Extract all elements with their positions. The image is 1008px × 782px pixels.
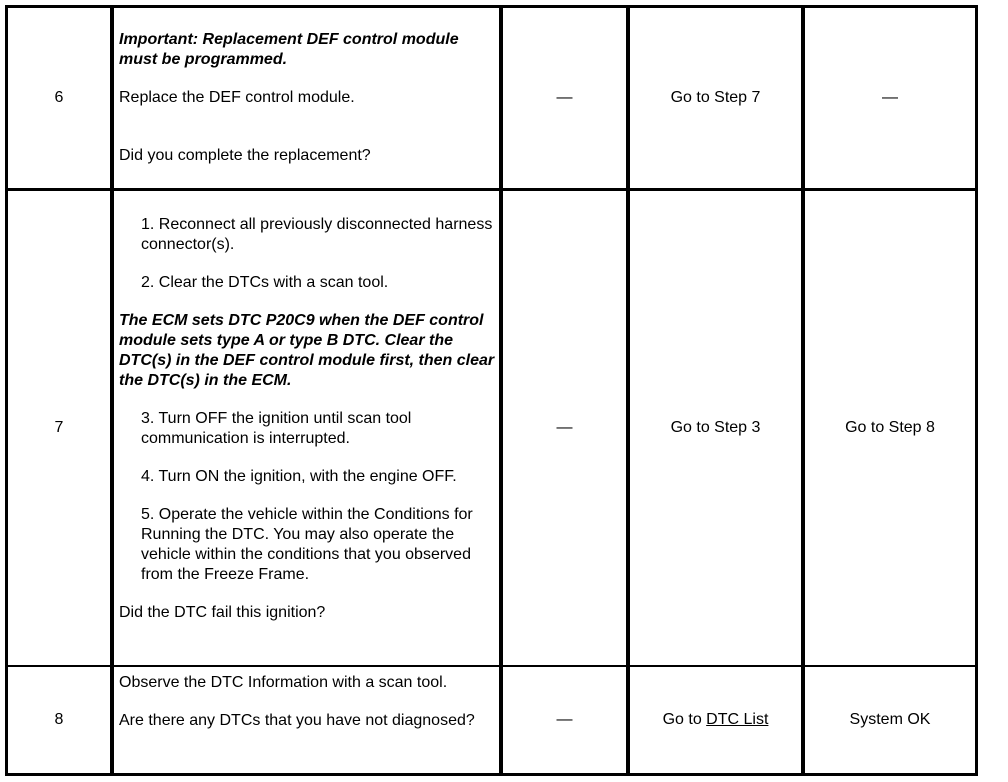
value-cell-6: — [556,89,573,106]
list-item-4: 4. Turn ON the ignition, with the engine OFF. [141,468,457,485]
row-border-bottom [5,773,978,776]
action-text: Replace the DEF control module. [119,89,355,106]
ecm-note: The ECM sets DTC P20C9 when the DEF control module sets type A or type B DTC. Clear the DTC(s) in the DEF control module first, then clear the DTC(s) in the ECM. [119,312,495,389]
important-note: Important: Replacement DEF control module must be programmed. [119,31,459,68]
yes-cell-7: Go to Step 3 [670,419,761,436]
step-number-7: 7 [54,419,64,436]
step-number-6: 6 [54,89,64,106]
question-text: Are there any DTCs that you have not diagnosed? [119,712,475,729]
question-text: Did you complete the replacement? [119,147,371,164]
list-item-2: 2. Clear the DTCs with a scan tool. [141,274,389,291]
yes-cell-6: Go to Step 7 [670,89,761,106]
action-text: Observe the DTC Information with a scan tool. [119,674,448,691]
col-border-right [975,5,978,776]
yes-prefix: Go to [662,711,707,728]
list-item-5: 5. Operate the vehicle within the Conditions for Running the DTC. You may also operate the vehicle within the conditions that you observed from the Freeze Frame. [141,506,473,583]
list-item-3: 3. Turn OFF the ignition until scan tool communication is interrupted. [141,410,412,447]
value-cell-7: — [556,419,573,436]
no-cell-6: — [882,89,898,106]
no-cell-8: System OK [849,711,931,728]
no-cell-7: Go to Step 8 [845,419,935,436]
dtc-list-link[interactable]: DTC List [706,711,769,728]
list-item-1: 1. Reconnect all previously disconnected harness connector(s). [141,216,493,253]
question-text: Did the DTC fail this ignition? [119,604,326,621]
yes-cell-8 [630,667,801,773]
col-border-1 [110,5,114,776]
action-cell-step-7 [119,215,495,623]
action-cell-step-8 [119,673,495,731]
value-cell-8: — [556,711,573,728]
action-cell-step-6 [119,30,494,166]
step-number-8: 8 [54,711,64,728]
